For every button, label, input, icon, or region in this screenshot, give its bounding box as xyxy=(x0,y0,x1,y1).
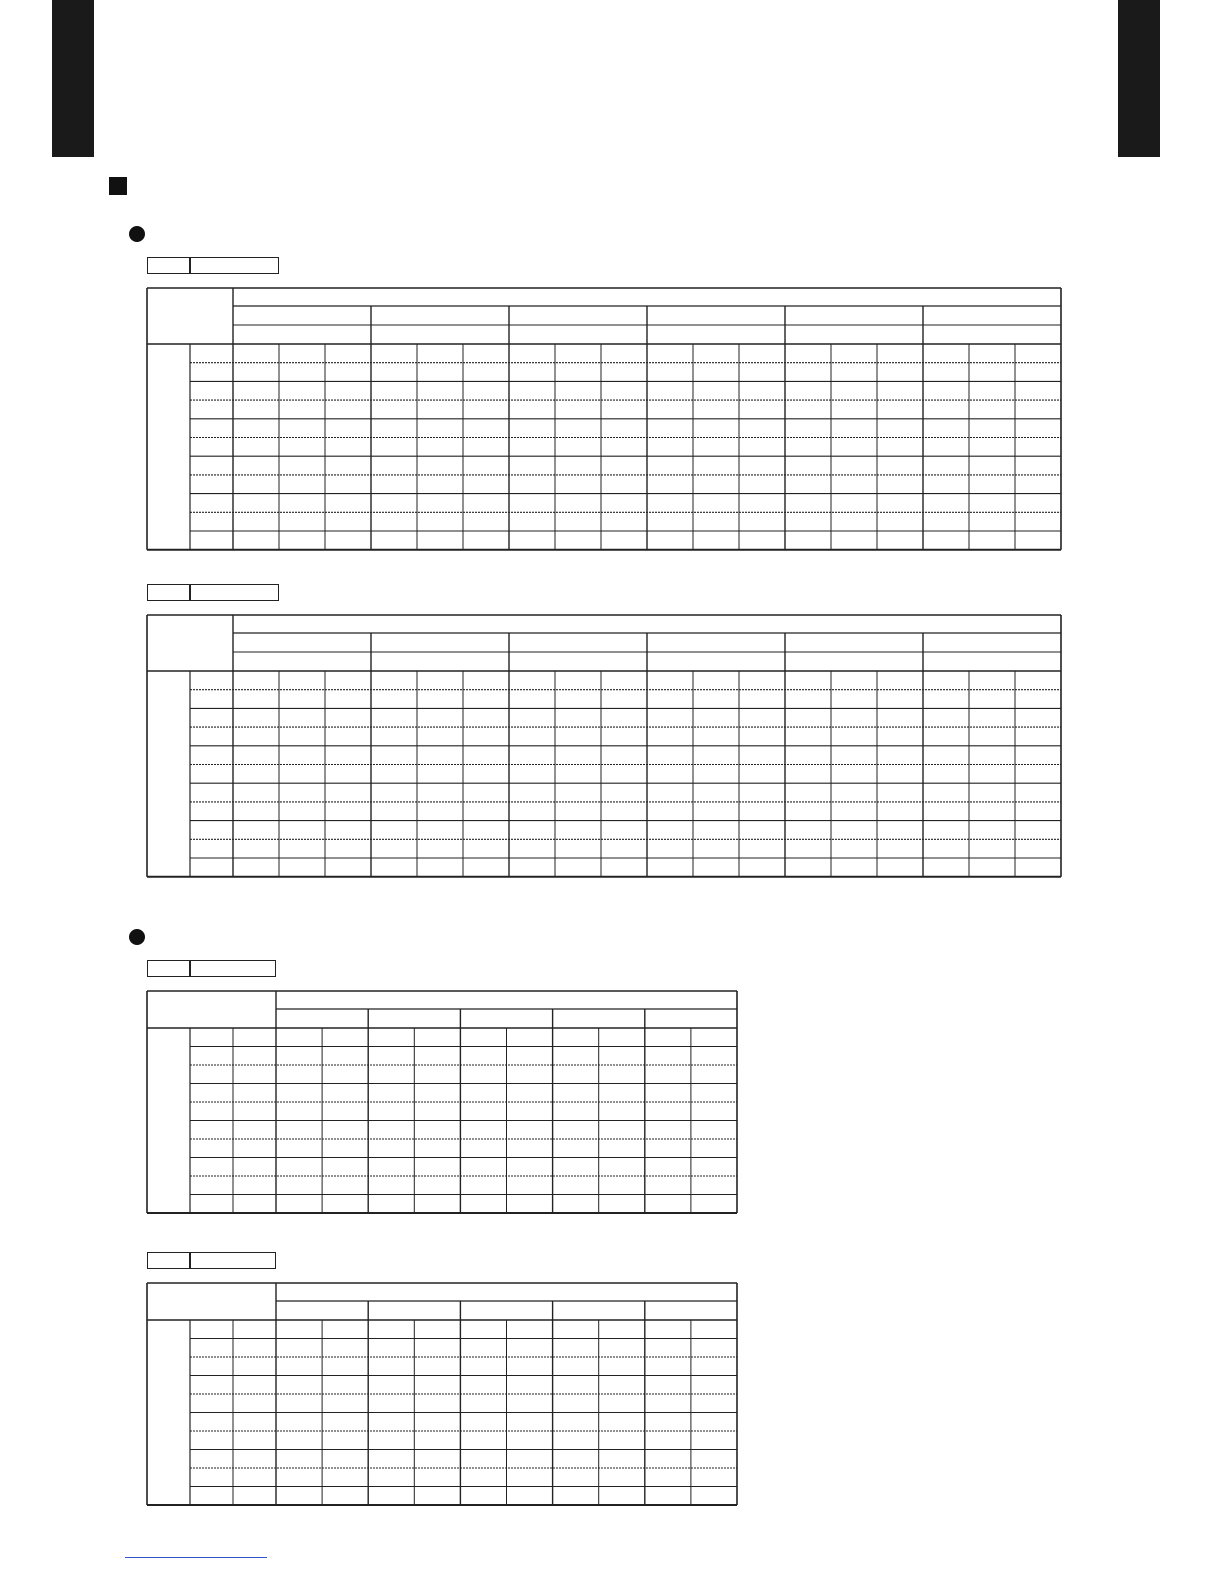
bullet-circle-icon xyxy=(129,226,145,242)
footer-link[interactable] xyxy=(125,1557,267,1558)
table-label-box xyxy=(147,1252,276,1269)
data-table-grid xyxy=(147,991,737,1213)
data-table-grid xyxy=(147,615,1061,877)
data-table-grid xyxy=(147,1283,737,1505)
data-table-grid xyxy=(147,288,1061,550)
section-square-icon xyxy=(109,177,127,195)
table-label-box xyxy=(147,257,279,274)
table-label-box xyxy=(147,960,276,977)
side-tab-left xyxy=(52,0,94,157)
side-tab-right xyxy=(1118,0,1160,157)
table-label-box xyxy=(147,584,279,601)
bullet-circle-icon xyxy=(129,929,145,945)
